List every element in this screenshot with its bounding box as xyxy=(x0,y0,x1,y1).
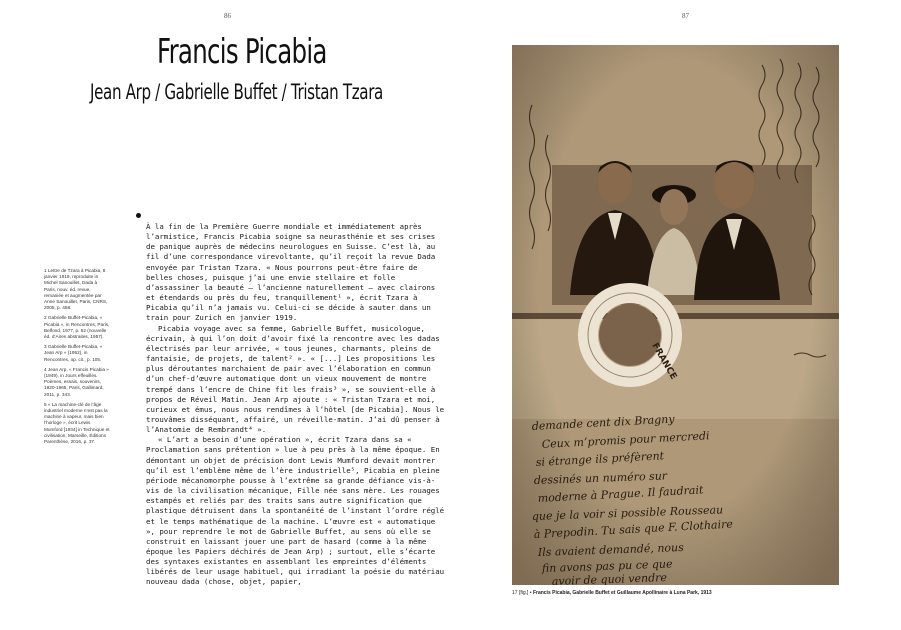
footnote-3: 3 Gabrielle Buffet-Picabia, « Jean Arp » (1952), in Rencontres, op. cit., p. 105. xyxy=(44,344,103,362)
caption-separator: • xyxy=(529,590,533,596)
paragraph-1: À la fin de la Première Guerre mondiale et immédiatement après l’armistice, Francis Picabia soigne sa neurasthénie et ses crises de panique auprès de médecins neurologues en Suisse. C’est là, au fil d’une correspondance virevoltante, qu’il reçoit la revue Dada envoyée par Tristan Tzara. « Nous pourrons peut-être faire de belles choses, puisque j’ai une envie stellaire et folle d’assassiner la beauté – l’ancienne naturellement – avec clairons et étendards ou près du feu, tranquillement¹ », écrit Tzara à Picabia qu’il n’a jamais vu. Celui-ci se décide à sauter dans un train pour Zurich en janvier 1919. xyxy=(146,222,436,323)
section-bullet xyxy=(136,213,141,218)
figure-caption-text: Francis Picabia, Gabrielle Buffet et Guillaume Apollinaire à Luna Park, 1913 xyxy=(532,590,712,596)
footnote-2: 2 Gabrielle Buffet-Picabia, « Picabia », in Rencontres, Paris, Belfond, 1977, p. 52 (nouvelle éd. d’Aires abstraites, 1957). xyxy=(44,315,110,340)
archival-photo-postcard xyxy=(512,45,839,585)
photo-vignette xyxy=(512,45,839,585)
article-title: Francis Picabia xyxy=(157,32,327,72)
page-number-left: 86 xyxy=(224,12,231,20)
photo-illustration xyxy=(512,45,839,585)
figure-number: 17 [fig.] xyxy=(512,590,529,596)
page-number-right: 87 xyxy=(682,12,689,20)
footnote-5: 5 « La machine-clé de l’âge industriel moderne n’est pas la machine à vapeur, mais bien l’horloge », écrit Lewis Mumford [1934] in Technique et civilisation, Marseille, Éditions Parenthèse, 2016, p. 37. xyxy=(44,401,110,445)
footnote-1: 1 Lettre de Tzara à Picabia, 8 janvier 1919, reproduite in Michel Sanouillet, Dada à Paris, nouv. éd. revue, remaniée et augmentée par Anne Sanouillet, Paris, CNRS, 2005, p. 458. xyxy=(44,268,108,311)
article-subtitle: Jean Arp / Gabrielle Buffet / Tristan Tzara xyxy=(90,80,383,104)
paragraph-3: « L’art a besoin d’une opération », écrit Tzara dans sa « Proclamation sans prétention » lue à peu près à la même époque. En démontant un objet de précision dont Lewis Mumford devait montrer qu’il est l’emblème même de l’ère industrielle⁵, Picabia en pleine période mécanomorphe pousse à l’extrême sa grande défiance vis-à-vis de la civilisation mécanique, Fille née sans mère. Les rouages estampés et reliés par des traits sans autre signification que plastique détruisent dans la spontanéité de l’instant l’ordre réglé et le temps mathématique de la machine. L’œuvre est « automatique », pour reprendre le mot de Gabrielle Buffet, au sens où elle se construit en laissant jouer une part de hasard (comme à la même époque les Papiers déchirés de Jean Arp) ; surtout, elle s’écarte des syntaxes existantes en assemblant les empreintes d’éléments libérés de leur usage habituel, qui irradiant la poésie du matériau nouveau dada (chose, objet, papier, xyxy=(146,435,445,587)
footnotes xyxy=(44,268,110,449)
footnote-4: 4 Jean Arp, « Francis Picabia » (1949), in Jours effeuillés. Poèmes, essais, souvenirs, 1920-1965, Paris, Gallimard, 2011, p. 343. xyxy=(44,366,109,397)
article-body xyxy=(146,222,446,588)
figure-caption xyxy=(512,590,842,596)
paragraph-2: Picabia voyage avec sa femme, Gabrielle Buffet, musicologue, écrivain, à qui l’on doit d’avoir fixé la rencontre avec les dadas électrisés par leur arrivée, « tous jeunes, charmants, pleins de fantaisie, de projets, de talent² ». « [...] Les propositions les plus déroutantes marchaient de pair avec l’élaboration en commun d’un chef-d’œuvre automatique dont un vieux mouvement de montre trempé dans l’encre de Chine fit les frais³ », se souvient-elle à propos de Réveil Matin. Jean Arp ajoute : « Tristan Tzara et moi, curieux et émus, nous nous rendîmes à l’hôtel [de Picabia]. Nous le trouvâmes disséquant, affairé, un réveille-matin. J’ai dû penser à l’Anatomie de Rembrandt⁴ ». xyxy=(146,323,445,435)
